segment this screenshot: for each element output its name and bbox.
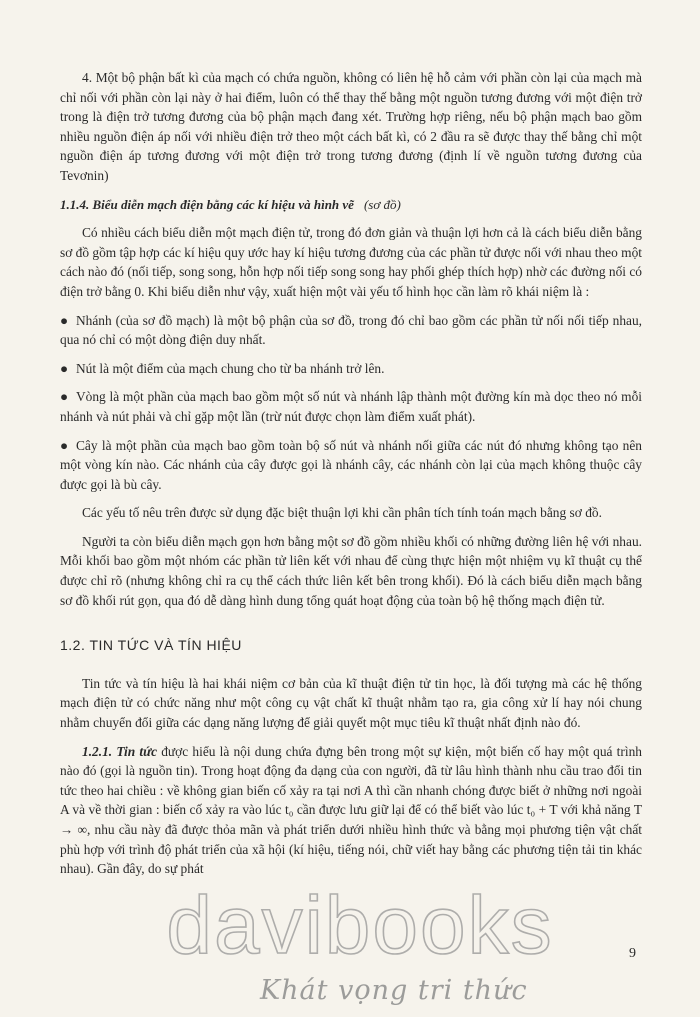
- paragraph-label: 1.2.1. Tin tức: [82, 743, 158, 759]
- watermark-tagline: Khát vọng tri thức: [260, 975, 528, 1006]
- section-heading-1-2: 1.2. TIN TỨC VÀ TÍN HIỆU: [60, 637, 242, 654]
- paragraph-item-4: 4. Một bộ phận bất kì của mạch có chứa nguồn, không có liên hệ hỗ cảm với phần còn lại của mạch mà chỉ nối với phần còn lại này ở hai điểm, luôn có thể thay thế bằng một nguồn tương đương với một điện trở trong là điện trở tương đương của bộ phận mạch đang xét. Trường hợp riêng, nếu bộ phận mạch bao gồm nhiều nguồn điện áp nối với nhiều điện trở theo một cách bất kì, có 2 đầu ra sẽ được thay thế bằng chỉ một nguồn điện áp tương đương với một điện trở trong tương đương (định lí về nguồn tương đương của Tevơnin): [60, 70, 642, 183]
- bullet-icon: ●: [60, 389, 69, 405]
- bullet-cay: ● Cây là một phần của mạch bao gồm toàn bộ số nút và nhánh nối giữa các nút đó nhưng không tạo nên một vòng kín nào. Các nhánh của cây được gọi là nhánh cây, các nhánh còn lại của mạch không thuộc cây được gọi là bù cây.: [60, 437, 642, 492]
- bullet-vong: ● Vòng là một phần của mạch bao gồm một số nút và nhánh lập thành một đường kín mà dọc theo nó mỗi nhánh và nút phải và chỉ gặp một lần (trừ nút được chọn làm điểm xuất phát).: [60, 389, 642, 424]
- bullet-icon: ●: [60, 312, 69, 328]
- page-body: [60, 68, 642, 888]
- paragraph-intro: Có nhiều cách biểu diễn một mạch điện tử, trong đó đơn giản và thuận lợi hơn cả là cách biểu diễn bằng sơ đồ gồm tập hợp các kí hiệu quy ước hay kí hiệu tương đương của các phần tử được nối với nhau theo một cách nào đó (nối tiếp, song song, hỗn hợp nối tiếp song song hay phối ghép thích hợp) nhờ các đường nối có điện trở bằng 0. Khi biểu diễn như vậy, xuất hiện một vài yếu tố hình học cần làm rõ khái niệm là :: [60, 225, 642, 299]
- paragraph-elements: Các yếu tố nêu trên được sử dụng đặc biệt thuận lợi khi cần phân tích tính toán mạch bằng sơ đồ.: [82, 505, 602, 521]
- subsection-heading-1-1-4: [60, 195, 642, 215]
- bullet-nut: ● Nút là một điểm của mạch chung cho từ ba nhánh trở lên.: [60, 359, 642, 379]
- paragraph-information-signal: Tin tức và tín hiệu là hai khái niệm cơ bản của kĩ thuật điện tử tin học, là đối tượng mà các hệ thống mạch điện tử có chức năng như một công cụ vật chất kĩ thuật nhằm tạo ra, gia công xử lí hay nói chung nhằm chuyển đổi giữa các dạng năng lượng để giải quyết một mục tiêu kĩ thuật nhất định nào đó.: [60, 675, 642, 731]
- bullet-icon: ●: [60, 437, 69, 453]
- bullet-nhanh: ● Nhánh (của sơ đồ mạch) là một bộ phận của sơ đồ, trong đó chỉ bao gồm các phần tử nối nối tiếp nhau, qua nó chỉ có một dòng điện duy nhất.: [60, 312, 642, 348]
- subsection-note: (sơ đồ): [363, 196, 401, 212]
- paragraph-1-2-1: 1.2.1. Tin tức được hiểu là nội dung chứa đựng bên trong một sự kiện, một biến cố hay một quá trình nào đó (gọi là nguồn tin). Trong hoạt động đa dạng của con người, đã từ lâu hình thành nhu cầu trao đổi tin tức theo hai chiều : về không gian biến cố xảy ra tại nơi A thì cần nhanh chóng được biết ở những nơi ngoài A và về thời gian : biến cố xảy ra vào lúc t₀ cần được lưu giữ lại để có thể biết vào lúc t₀ + T với khả năng T → ∞, nhu cầu này đã được thỏa mãn và phát triển dưới nhiều hình thức và bằng mọi phương tiện vật chất phù hợp với trình độ phát triển của xã hội (kí hiệu, tiếng nói, chữ viết hay bằng các phương tiện tải tin khác nhau). Gần đây, do sự phát: [60, 743, 642, 877]
- page-number: 9: [629, 946, 636, 961]
- watermark-logo: davibooks: [166, 880, 554, 971]
- paragraph-block-diagram: Người ta còn biểu diễn mạch gọn hơn bằng một sơ đồ gồm nhiều khối có những đường liên hệ với nhau. Mỗi khối bao gồm một nhóm các phần tử liên kết với nhau để cùng thực hiện một nhiệm vụ kĩ thuật cụ thể được chỉ rõ (nhưng không chỉ ra cụ thể cách thức liên kết bên trong khối). Đó là cách biểu diễn mạch bằng sơ đồ khối rút gọn, qua đó dễ dàng hình dung tổng quát hoạt động của toàn bộ hệ thống mạch điện tử.: [60, 533, 642, 608]
- bullet-icon: ●: [60, 360, 69, 376]
- subsection-title: 1.1.4. Biểu diễn mạch điện bằng các kí hiệu và hình vẽ: [60, 196, 354, 212]
